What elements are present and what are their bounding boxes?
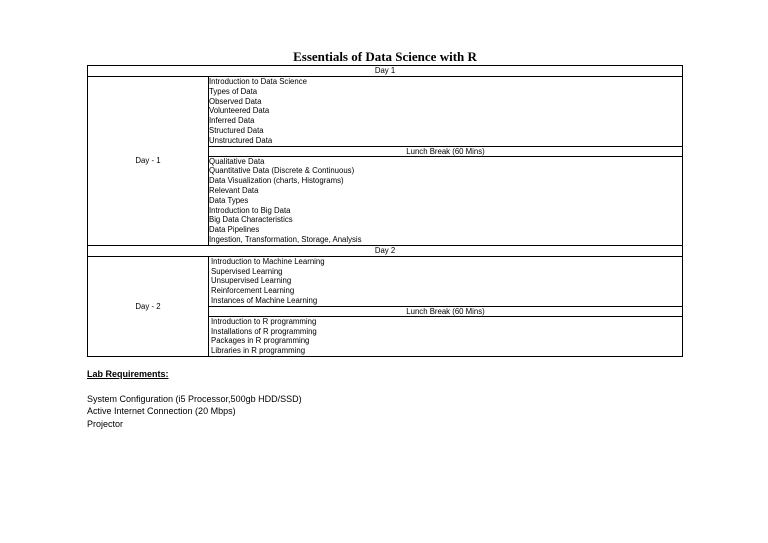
topic-item: Unsupervised Learning bbox=[211, 276, 292, 286]
topic-item: Packages in R programming bbox=[211, 336, 310, 346]
day1-label: Day - 1 bbox=[88, 77, 209, 246]
document-title: Essentials of Data Science with R bbox=[293, 49, 477, 64]
day1-header-row bbox=[88, 66, 683, 77]
lab-requirement-item: Projector bbox=[87, 418, 124, 429]
topic-item: Supervised Learning bbox=[211, 266, 283, 276]
day2-header-row bbox=[88, 245, 683, 256]
day1-afternoon-cell bbox=[209, 156, 683, 245]
lab-requirement-item: System Configuration (i5 Processor,500gb HDD/SSD) bbox=[87, 394, 302, 404]
day2-morning-row bbox=[88, 256, 683, 306]
topic-item: Introduction to R programming bbox=[211, 316, 317, 326]
day2-header: Day 2 bbox=[88, 245, 683, 256]
day1-lunch-break: Lunch Break (60 Mins) bbox=[209, 146, 683, 156]
topic-item: Big Data Characteristics bbox=[209, 215, 293, 225]
day2-lunch-break: Lunch Break (60 Mins) bbox=[209, 306, 683, 316]
topic-item: Ingestion, Transformation, Storage, Analysis bbox=[209, 234, 362, 244]
topic-item: Structured Data bbox=[209, 125, 264, 135]
topic-item: Installations of R programming bbox=[211, 326, 317, 336]
topic-item: Data Types bbox=[209, 195, 249, 205]
topic-item: Introduction to Data Science bbox=[209, 77, 307, 86]
day1-morning-list bbox=[209, 77, 682, 146]
day2-afternoon-cell bbox=[209, 316, 683, 356]
day2-morning-list bbox=[209, 257, 682, 306]
day1-morning-row bbox=[88, 77, 683, 147]
schedule-table bbox=[87, 65, 683, 357]
topic-item: Unstructured Data bbox=[209, 135, 273, 145]
topic-item: Quantitative Data (Discrete & Continuous) bbox=[209, 166, 355, 176]
topic-item: Volunteered Data bbox=[209, 106, 270, 116]
day2-afternoon-list bbox=[209, 317, 682, 356]
lab-requirement-item: Active Internet Connection (20 Mbps) bbox=[87, 406, 236, 417]
day1-afternoon-list bbox=[209, 157, 682, 245]
topic-item: Introduction to Machine Learning bbox=[211, 256, 325, 266]
day1-header: Day 1 bbox=[88, 66, 683, 77]
topic-item: Data Pipelines bbox=[209, 225, 260, 235]
topic-item: Inferred Data bbox=[209, 116, 255, 126]
lab-requirements-title: Lab Requirements: bbox=[87, 369, 169, 379]
topic-item: Instances of Machine Learning bbox=[211, 295, 318, 305]
topic-item: Types of Data bbox=[209, 86, 258, 96]
lab-requirements-list bbox=[87, 393, 302, 430]
day1-morning-cell bbox=[209, 77, 683, 147]
topic-item: Reinforcement Learning bbox=[211, 286, 295, 296]
topic-item: Introduction to Big Data bbox=[209, 205, 291, 215]
lab-requirements bbox=[87, 368, 302, 430]
topic-item: Libraries in R programming bbox=[211, 346, 306, 356]
topic-item: Relevant Data bbox=[209, 185, 259, 195]
topic-item: Data Visualization (charts, Histograms) bbox=[209, 176, 344, 186]
topic-item: Qualitative Data bbox=[209, 156, 265, 166]
day2-morning-cell bbox=[209, 256, 683, 306]
topic-item: Observed Data bbox=[209, 96, 262, 106]
day2-label: Day - 2 bbox=[88, 256, 209, 356]
